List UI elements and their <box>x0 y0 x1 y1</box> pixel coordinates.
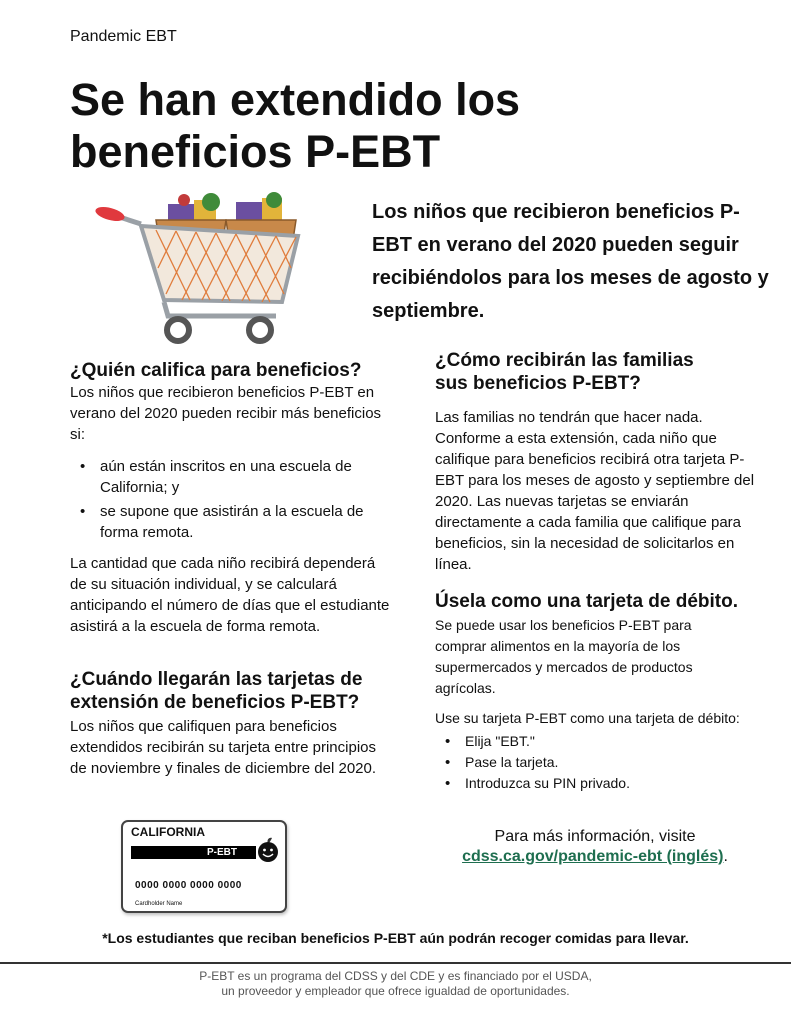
when-cards-text: Los niños que califiquen para beneficios extendidos recibirán su tarjeta entre principios de noviembre y finales de diciembre del 2020. <box>70 718 377 777</box>
how-receive-heading: ¿Cómo recibirán las familias sus beneficios P-EBT? <box>435 350 694 394</box>
footer-line-2: un proveedor y empleador que ofrece igualdad de oportunidades. <box>221 984 570 998</box>
debit-steps-intro: Use su tarjeta P-EBT como una tarjeta de débito: <box>435 710 740 726</box>
debit-steps-list <box>435 731 775 794</box>
footer-line-1: P-EBT es un programa del CDSS y del CDE y es financiado por el USDA, <box>199 969 592 983</box>
section-use-debit-card <box>435 590 775 794</box>
title-line-1: Se han extendido los <box>70 74 521 125</box>
cart-wheels <box>167 319 271 341</box>
debit-card-text: Se puede usar los beneficios P-EBT para comprar alimentos en la mayoría de los supermercados y mercados de productos agrícolas. <box>435 617 693 696</box>
footer-divider <box>0 962 791 964</box>
cart-basket <box>141 226 298 316</box>
who-qualifies-intro: Los niños que recibieron beneficios P-EBT en verano del 2020 pueden recibir más beneficios si: <box>70 384 382 443</box>
pandemic-ebt-link[interactable]: cdss.ca.gov/pandemic-ebt (inglés) <box>462 848 724 865</box>
section-how-families-receive <box>435 349 775 575</box>
card-holder-label: Cardholder Name <box>135 901 183 907</box>
list-item: • Pase la tarjeta. <box>435 752 775 773</box>
shopping-cart-illustration <box>86 190 306 350</box>
more-info-suffix: . <box>723 848 728 865</box>
footer <box>0 969 791 999</box>
cart-handle <box>94 204 141 224</box>
list-item: • se supone que asistirán a la escuela de forma remota. <box>70 501 390 543</box>
lead-paragraph: Los niños que recibieron beneficios P-EBT en verano del 2020 pueden seguir recibiéndolos para los meses de agosto y septiembre. <box>372 201 769 322</box>
card-state-label: CALIFORNIA <box>131 825 205 839</box>
card-number: 0000 0000 0000 0000 <box>135 880 242 891</box>
footnote: *Los estudiantes que reciban beneficios P-EBT aún podrán recoger comidas para llevar. <box>102 930 689 946</box>
card-brand-label: P-EBT <box>207 847 237 858</box>
title-line-2: beneficios P-EBT <box>70 126 441 177</box>
more-info-text: Para más información, visite <box>494 828 696 845</box>
benefit-amount-text: La cantidad que cada niño recibirá dependerá de su situación individual, y se calculará anticipando el número de días que el estudiante asistirá a la escuela de forma remota. <box>70 555 390 635</box>
page-title <box>70 74 520 178</box>
apple-icon <box>256 837 280 863</box>
qualification-list <box>70 456 390 543</box>
eyebrow-label: Pandemic EBT <box>70 28 177 45</box>
section-when-cards-arrive <box>70 668 392 779</box>
ebt-card-illustration <box>121 820 287 913</box>
list-item: • Introduzca su PIN privado. <box>435 773 775 794</box>
when-cards-heading: ¿Cuándo llegarán las tarjetas de extensión de beneficios P-EBT? <box>70 669 363 713</box>
card-band <box>131 846 256 859</box>
debit-card-heading: Úsela como una tarjeta de débito. <box>435 591 739 612</box>
list-item: • Elija "EBT." <box>435 731 775 752</box>
how-receive-text: Las familias no tendrán que hacer nada. Conforme a esta extensión, cada niño que califique para beneficios recibirá otra tarjeta P-EBT para los meses de agosto y septiembre del 2020. Las nuevas tarjetas se enviarán directamente a cada familia que califique para beneficios, sin la necesidad de solicitarlos en línea. <box>435 409 755 573</box>
list-item: • aún están inscritos en una escuela de California; y <box>70 456 390 498</box>
who-qualifies-heading: ¿Quién califica para beneficios? <box>70 360 362 381</box>
more-info <box>430 827 760 867</box>
section-who-qualifies <box>70 359 390 637</box>
